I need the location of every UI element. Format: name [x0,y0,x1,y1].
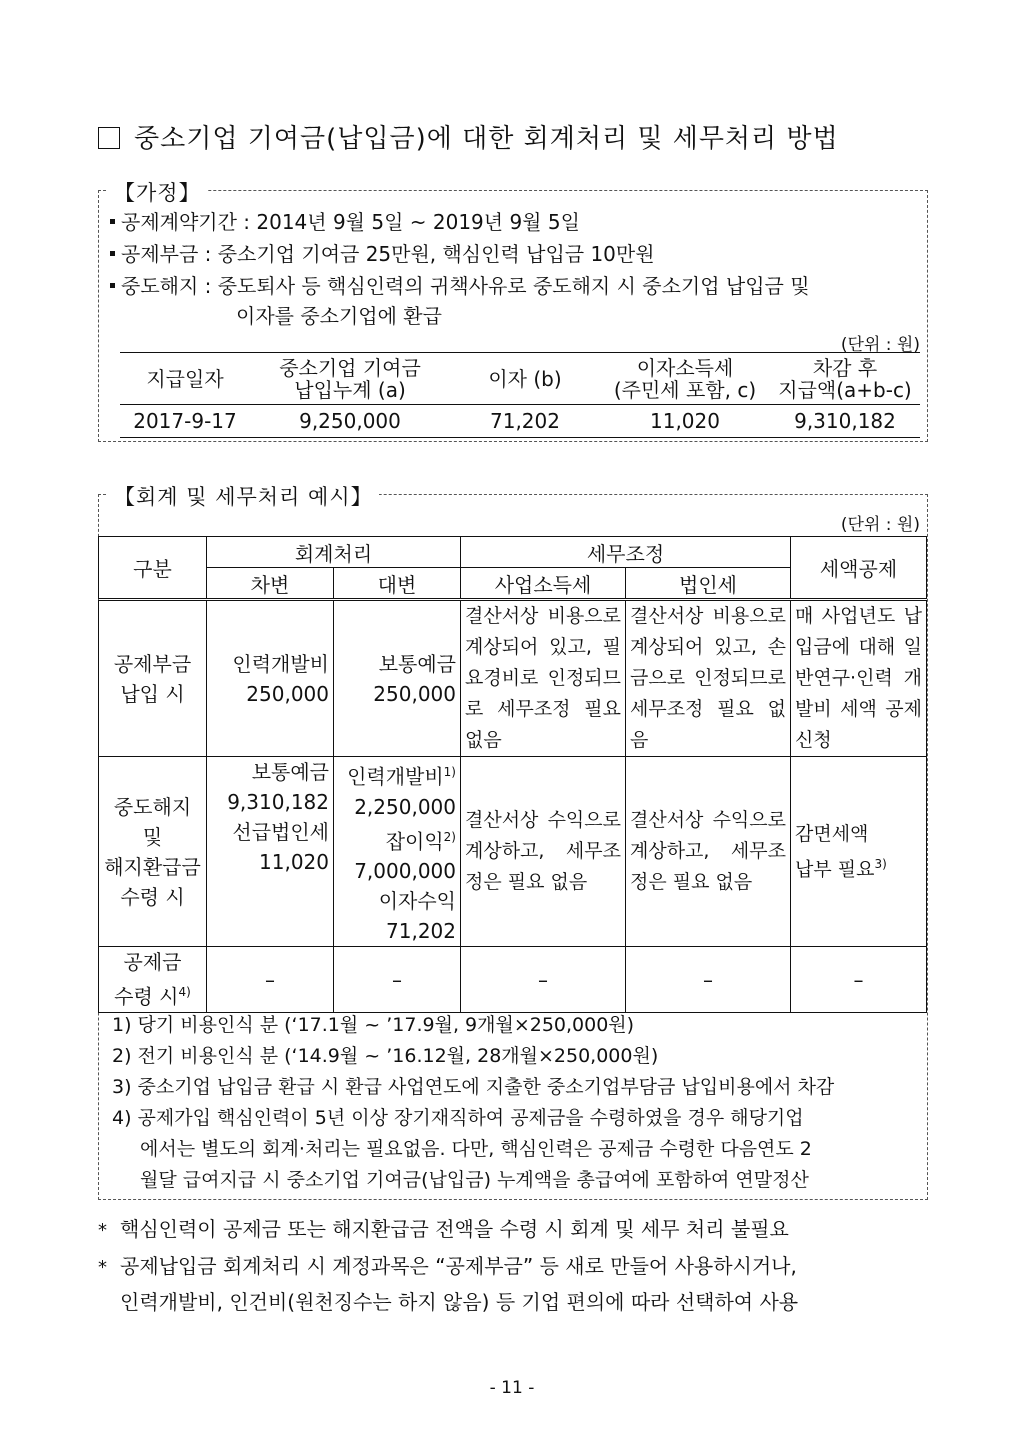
business-tax-cell: – [461,947,626,1013]
header-debit: 차변 [207,568,334,600]
assumption-item-cont: 이자를 중소기업에 환급 [236,304,442,328]
note-item: 2) 전기 비용인식 분 (‘14.9월 ~ ’16.12월, 28개월×250,000원) [112,1045,659,1067]
row-label: 공제금 수령 시$^{4)}$ [99,947,207,1013]
credit-line: 잡이익$^{2)}$ [385,829,456,854]
header-tax-credit: 세액공제 [791,537,927,600]
page-number: - 11 - [489,1378,535,1398]
debit-cell: 인력개발비 250,000 [207,600,334,757]
footnote-line: 인력개발비, 인건비(원천징수는 하지 않음) 등 기업 편의에 따라 선택하여 사용 [120,1290,799,1314]
footnote-line: * 공제납입금 회계처리 시 계정과목은 “공제부금” 등 새로 만들어 사용하시거나, [98,1254,797,1278]
header-cell: 차감 후 지급액(a+b-c) [770,353,920,405]
table-row [99,600,927,757]
asterisk-icon: * [98,1220,107,1241]
corp-tax-cell: 결산서상 수익으로 계상하고, 세무조정은 필요 없음 [626,757,791,947]
header-business-tax: 사업소득세 [461,568,626,600]
credit-line: 2,250,000 [354,794,456,819]
table-row [99,947,927,1013]
credit-line: 7,000,000 [354,859,456,884]
assumption-item: 중도해지 : 중도퇴사 등 핵심인력의 귀책사유로 중도해지 시 중소기업 납입금 및 [110,270,810,299]
assumption-label: 【가정】 [108,177,207,207]
table-cell: 9,250,000 [250,405,450,438]
bullet-icon [110,283,115,288]
tax-credit-cell: – [791,947,927,1013]
header-accounting: 회계처리 [207,537,461,568]
assumption-item: 공제계약기간 : 2014년 9월 5일 ~ 2019년 9월 5일 [110,206,580,235]
accounting-table [98,536,927,1013]
business-tax-cell: 결산서상 수익으로 계상하고, 세무조정은 필요 없음 [461,757,626,947]
table-row [99,757,927,947]
bullet-icon [110,251,115,256]
credit-line: 인력개발비$^{1)}$ [347,764,456,789]
header-tax-adjust: 세무조정 [461,537,791,568]
credit-cell: – [334,947,461,1013]
header-cell: 지급일자 [120,353,250,405]
bullet-icon [110,219,115,224]
debit-cell: – [207,947,334,1013]
example-label: 【회계 및 세무처리 예시】 [108,481,379,511]
table-cell: 11,020 [600,405,770,438]
corp-tax-cell: – [626,947,791,1013]
note-item: 3) 중소기업 납입금 환급 시 환급 사업연도에 지출한 중소기업부담금 납입비용에서 차감 [112,1076,835,1098]
table-row [120,405,920,438]
header-credit: 대변 [334,568,461,600]
table-cell: 71,202 [450,405,600,438]
row-label: 중도해지 및 해지환급금 수령 시 [99,757,207,947]
header-cell: 이자 (b) [450,353,600,405]
credit-cell [334,757,461,947]
assumption-item: 공제부금 : 중소기업 기여금 25만원, 핵심인력 납입금 10만원 [110,238,655,267]
tax-credit-cell: 감면세액 납부 필요$^{3)}$ [791,757,927,947]
business-tax-cell: 결산서상 비용으로 계상되어 있고, 필요경비로 인정되므로 세무조정 필요 없음 [461,600,626,757]
header-gubun: 구분 [99,537,207,600]
note-item: 4) 공제가입 핵심인력이 5년 이상 장기재직하여 공제금을 수령하였을 경우 해당기업 [112,1107,804,1129]
note-item: 월달 급여지급 시 중소기업 기여금(납입금) 누계액을 총급여에 포함하여 연말정산 [140,1169,809,1191]
table-cell: 2017-9-17 [120,405,250,438]
unit-label: (단위 : 원) [840,515,920,535]
credit-line: 이자수익 [378,889,456,914]
page-title: 중소기업 기여금(납입금)에 대한 회계처리 및 세무처리 방법 [98,118,839,155]
unit-label: (단위 : 원) [840,335,920,355]
footnote-line: * 핵심인력이 공제금 또는 해지환급금 전액을 수령 시 회계 및 세무 처리 불필요 [98,1217,789,1241]
note-item: 에서는 별도의 회계·처리는 필요없음. 다만, 핵심인력은 공제금 수령한 다음연도 2 [140,1138,812,1160]
corp-tax-cell: 결산서상 비용으로 계상되어 있고, 손금으로 인정되므로 세무조정 필요 없음 [626,600,791,757]
header-cell: 중소기업 기여금 납입누계 (a) [250,353,450,405]
checkbox-square-icon [98,127,120,149]
debit-cell: 보통예금 9,310,182 선급법인세 11,020 [207,757,334,947]
credit-line: 71,202 [386,919,456,944]
header-cell: 이자소득세 (주민세 포함, c) [600,353,770,405]
asterisk-icon: * [98,1257,107,1278]
note-item: 1) 당기 비용인식 분 (‘17.1월 ~ ’17.9월, 9개월×250,000원) [112,1014,635,1036]
notes-list [112,1010,922,1196]
credit-cell: 보통예금 250,000 [334,600,461,757]
header-corp-tax: 법인세 [626,568,791,600]
payment-table [120,352,920,438]
table-cell: 9,310,182 [770,405,920,438]
tax-credit-cell: 매 사업년도 납입금에 대해 일반연구·인력 개발비 세액 공제 신청 [791,600,927,757]
row-label: 공제부금 납입 시 [99,600,207,757]
